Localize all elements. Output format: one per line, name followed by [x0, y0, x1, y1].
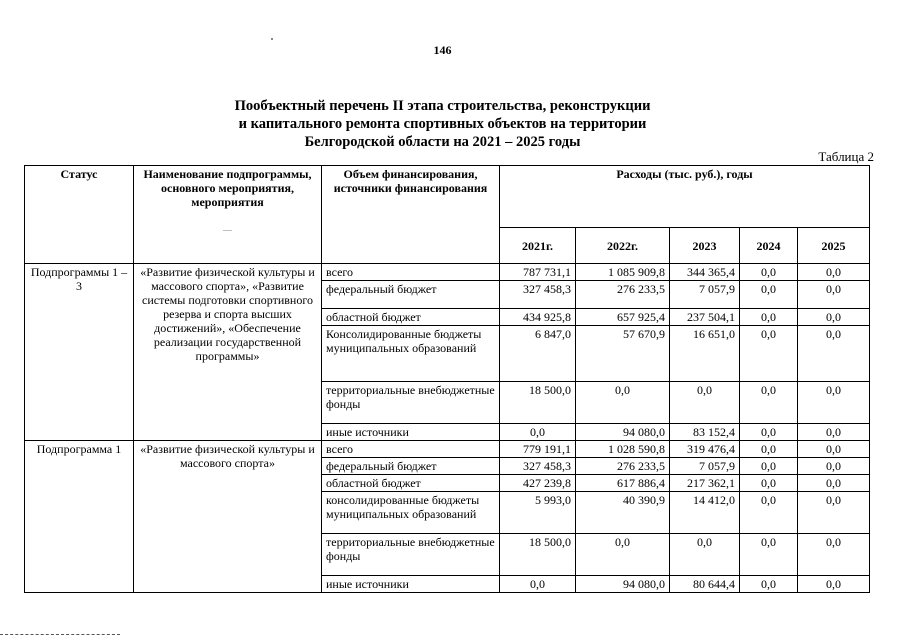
value-cell: 0,0 [500, 424, 576, 441]
funding-table [24, 165, 870, 593]
value-cell: 0,0 [798, 382, 870, 424]
header-year: 2022г. [576, 228, 670, 264]
source-cell: иные источники [322, 424, 500, 441]
value-cell: 7 057,9 [670, 281, 740, 309]
value-cell: 7 057,9 [670, 458, 740, 475]
value-cell: 0,0 [740, 458, 798, 475]
value-cell: 0,0 [798, 424, 870, 441]
value-cell: 0,0 [798, 264, 870, 281]
value-cell: 94 080,0 [576, 576, 670, 593]
source-cell: всего [322, 264, 500, 281]
value-cell: 787 731,1 [500, 264, 576, 281]
value-cell: 0,0 [798, 534, 870, 576]
header-year: 2021г. [500, 228, 576, 264]
source-cell: иные источники [322, 576, 500, 593]
value-cell: 0,0 [798, 309, 870, 326]
value-cell: 0,0 [740, 475, 798, 492]
header-year: 2025 [798, 228, 870, 264]
value-cell: 14 412,0 [670, 492, 740, 534]
source-cell: областной бюджет [322, 475, 500, 492]
header-status: Статус [25, 166, 134, 264]
value-cell: 0,0 [798, 458, 870, 475]
header-year: 2023 [670, 228, 740, 264]
value-cell: 0,0 [740, 382, 798, 424]
value-cell: 217 362,1 [670, 475, 740, 492]
title-line-2: и капитального ремонта спортивных объектов на территории [238, 116, 647, 132]
footer-rule [0, 634, 120, 636]
value-cell: 40 390,9 [576, 492, 670, 534]
value-cell: 0,0 [740, 326, 798, 382]
value-cell: 0,0 [798, 576, 870, 593]
value-cell: 276 233,5 [576, 458, 670, 475]
source-cell: территориальные внебюджетные фонды [322, 534, 500, 576]
value-cell: 0,0 [798, 326, 870, 382]
value-cell: 344 365,4 [670, 264, 740, 281]
value-cell: 0,0 [740, 534, 798, 576]
value-cell: 0,0 [798, 475, 870, 492]
title-line-3: Белгородской области на 2021 – 2025 годы [304, 134, 581, 150]
source-cell: консолидированные бюджеты муниципальных образований [322, 492, 500, 534]
value-cell: 327 458,3 [500, 281, 576, 309]
document-title [0, 97, 885, 151]
value-cell: 0,0 [670, 382, 740, 424]
value-cell: 327 458,3 [500, 458, 576, 475]
value-cell: 0,0 [670, 534, 740, 576]
value-cell: 1 028 590,8 [576, 441, 670, 458]
value-cell: 427 239,8 [500, 475, 576, 492]
title-line-1: Пообъектный перечень II этапа строительства, реконструкции [234, 98, 651, 114]
header-expenses: Расходы (тыс. руб.), годы [500, 166, 870, 228]
value-cell: 434 925,8 [500, 309, 576, 326]
source-cell: территориальные внебюджетные фонды [322, 382, 500, 424]
value-cell: 0,0 [798, 281, 870, 309]
value-cell: 16 651,0 [670, 326, 740, 382]
value-cell: 5 993,0 [500, 492, 576, 534]
group-status: Подпрограмма 1 [25, 441, 134, 593]
value-cell: 0,0 [500, 576, 576, 593]
table-row [25, 441, 870, 458]
header-year: 2024 [740, 228, 798, 264]
source-cell: всего [322, 441, 500, 458]
value-cell: 18 500,0 [500, 382, 576, 424]
group-name: «Развитие физической культуры и массового спорта», «Развитие системы подготовки спортивного резерва и спорта высших достижений», «Обеспечение реализации государственной программы» [134, 264, 322, 441]
value-cell: 779 191,1 [500, 441, 576, 458]
value-cell: 83 152,4 [670, 424, 740, 441]
value-cell: 0,0 [576, 534, 670, 576]
value-cell: 0,0 [576, 382, 670, 424]
table-label: Таблица 2 [818, 149, 874, 164]
value-cell: 0,0 [798, 492, 870, 534]
scan-speck [271, 38, 273, 40]
source-cell: Консолидированные бюджеты муниципальных образований [322, 326, 500, 382]
value-cell: 0,0 [740, 492, 798, 534]
value-cell: 657 925,4 [576, 309, 670, 326]
header-funding: Объем финансирования, источники финансирования [322, 166, 500, 264]
value-cell: 0,0 [740, 576, 798, 593]
group-status: Подпрограммы 1 – 3 [25, 264, 134, 441]
table-row [25, 264, 870, 281]
group-name: «Развитие физической культуры и массового спорта» [134, 441, 322, 593]
value-cell: 6 847,0 [500, 326, 576, 382]
value-cell: 94 080,0 [576, 424, 670, 441]
source-cell: федеральный бюджет [322, 458, 500, 475]
value-cell: 80 644,4 [670, 576, 740, 593]
value-cell: 276 233,5 [576, 281, 670, 309]
value-cell: 0,0 [740, 441, 798, 458]
source-cell: областной бюджет [322, 309, 500, 326]
page-number: 146 [433, 43, 452, 57]
value-cell: 57 670,9 [576, 326, 670, 382]
value-cell: 0,0 [740, 264, 798, 281]
value-cell: 0,0 [740, 281, 798, 309]
header-name-dash: — [223, 225, 232, 235]
value-cell: 319 476,4 [670, 441, 740, 458]
value-cell: 0,0 [798, 441, 870, 458]
value-cell: 0,0 [740, 309, 798, 326]
source-cell: федеральный бюджет [322, 281, 500, 309]
value-cell: 0,0 [740, 424, 798, 441]
value-cell: 1 085 909,8 [576, 264, 670, 281]
value-cell: 617 886,4 [576, 475, 670, 492]
header-name: Наименование подпрограммы, основного мероприятия, мероприятия — [134, 166, 322, 264]
value-cell: 18 500,0 [500, 534, 576, 576]
value-cell: 237 504,1 [670, 309, 740, 326]
